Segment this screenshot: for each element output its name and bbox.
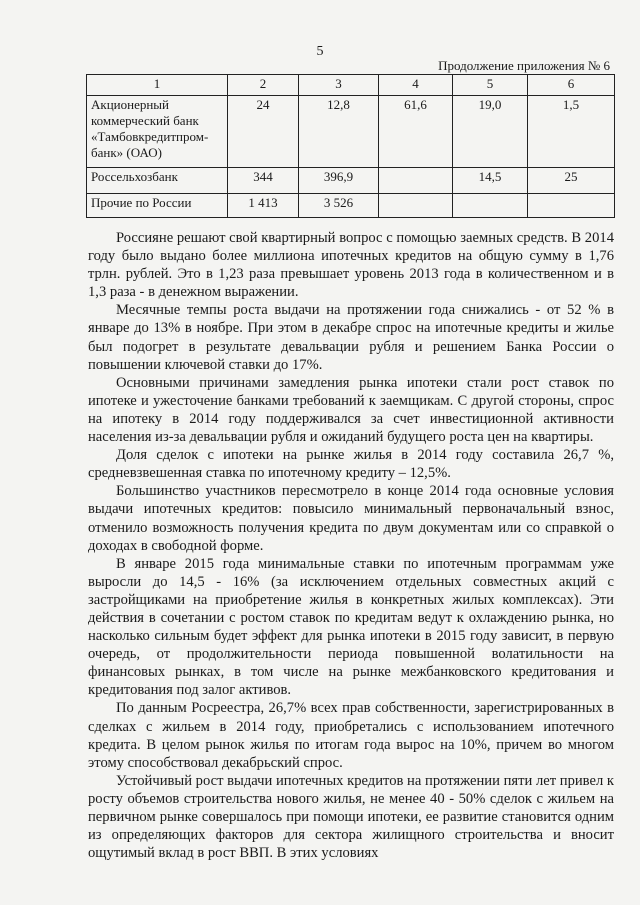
table-row	[87, 194, 615, 218]
bank-table	[86, 74, 615, 218]
paragraph: Россияне решают свой квартирный вопрос с помощью заемных средств. В 2014 году было выдано более миллиона ипотечных кредитов на общую сумму в 1,76 трлн. рублей. Это в 1,23 раза превышает уровень 2013 года в количественном и в 1,3 раза - в денежном выражении.	[88, 230, 614, 301]
bank-name-line: Россельхозбанк	[91, 169, 178, 184]
bank-name-cell	[87, 168, 228, 194]
body-text	[88, 229, 614, 862]
bank-name-line: банк» (ОАО)	[91, 145, 162, 160]
bank-name-line: Акционерный	[91, 97, 169, 112]
column-header: 3	[299, 75, 379, 96]
table-cell	[528, 194, 615, 218]
paragraph: Основными причинами замедления рынка ипотеки стали рост ставок по ипотеке и ужесточение банками требований к заемщикам. С другой стороны, спрос на ипотеку в 2014 году поддерживался за счет инвестиционной активности населения из-за девальвации рубля и ожиданий будущего роста цен на квартиры.	[88, 374, 614, 446]
bank-name-line: Прочие по России	[91, 195, 192, 210]
column-header: 6	[528, 75, 615, 96]
table-cell: 61,6	[379, 96, 453, 168]
table-cell	[379, 194, 453, 218]
bank-name-cell	[87, 194, 228, 218]
table-cell: 12,8	[299, 96, 379, 168]
table-cell: 24	[228, 96, 299, 168]
table-cell: 1,5	[528, 96, 615, 168]
column-header: 1	[87, 75, 228, 96]
table-row	[87, 168, 615, 194]
column-header: 4	[379, 75, 453, 96]
table-cell: 344	[228, 168, 299, 194]
table-row	[87, 96, 615, 168]
bank-name-line: коммерческий банк	[91, 113, 199, 128]
paragraph: В январе 2015 года минимальные ставки по ипотечным программам уже выросли до 14,5 - 16% (за исключением отдельных совместных акций с застройщиками на приобретение жилья в конкретных жилых комплексах). Эти действия в сочетании с ростом ставок по кредитам ведут к охлаждению рынка, но насколько сильным будет эффект для рынка ипотеки в 2015 году зависит, в первую очередь, от продолжительности периода повышенной волатильности на финансовых рынках, в том числе на рынке межбанковского кредитования и кредитования под залог активов.	[88, 555, 614, 699]
paragraph: Устойчивый рост выдачи ипотечных кредитов на протяжении пяти лет привел к росту объемов строительства нового жилья, не менее 40 - 50% сделок с жильем на первичном рынке совершалось при помощи ипотеки, ее развитие становится одним из определяющих факторов для сектора жилищного строительства и вносит ощутимый вклад в рост ВВП. В этих условиях	[88, 772, 614, 862]
column-header: 5	[453, 75, 528, 96]
table-cell: 3 526	[299, 194, 379, 218]
bank-name-line: «Тамбовкредитпром-	[91, 129, 209, 144]
continuation-label: Продолжение приложения № 6	[438, 58, 610, 73]
bank-name-cell	[87, 96, 228, 168]
paragraph: Большинство участников пересмотрело в конце 2014 года основные условия выдачи ипотечных кредитов: повысило минимальный первоначальный взнос, отменило возможность получения кредита по двум документам или со справкой о доходах в свободной форме.	[88, 483, 614, 554]
table-cell: 1 413	[228, 194, 299, 218]
paragraph: Доля сделок с ипотеки на рынке жилья в 2014 году составила 26,7 %, средневзвешенная ставка по ипотечному кредиту – 12,5%.	[88, 447, 614, 482]
column-header: 2	[228, 75, 299, 96]
table-cell	[379, 168, 453, 194]
paragraph: Месячные темпы роста выдачи на протяжении года снижались - от 52 % в январе до 13% в ноябре. При этом в декабре спрос на ипотечные кредиты и жилье был подогрет в результате девальвации рубля и решением Банка России о повышении ключевой ставки до 17%.	[88, 302, 614, 373]
table-header-row	[87, 75, 615, 96]
paragraph: По данным Росреестра, 26,7% всех прав собственности, зарегистрированных в сделках с жильем в 2014 году, приобретались с использованием ипотечного кредита. В целом рынок жилья по итогам года вырос на 10%, причем во многом этому способствовал декабрьский спрос.	[88, 700, 614, 771]
table-cell	[453, 194, 528, 218]
page-number: 5	[316, 44, 324, 59]
table-cell: 25	[528, 168, 615, 194]
table-cell: 396,9	[299, 168, 379, 194]
table-cell: 19,0	[453, 96, 528, 168]
table-cell: 14,5	[453, 168, 528, 194]
